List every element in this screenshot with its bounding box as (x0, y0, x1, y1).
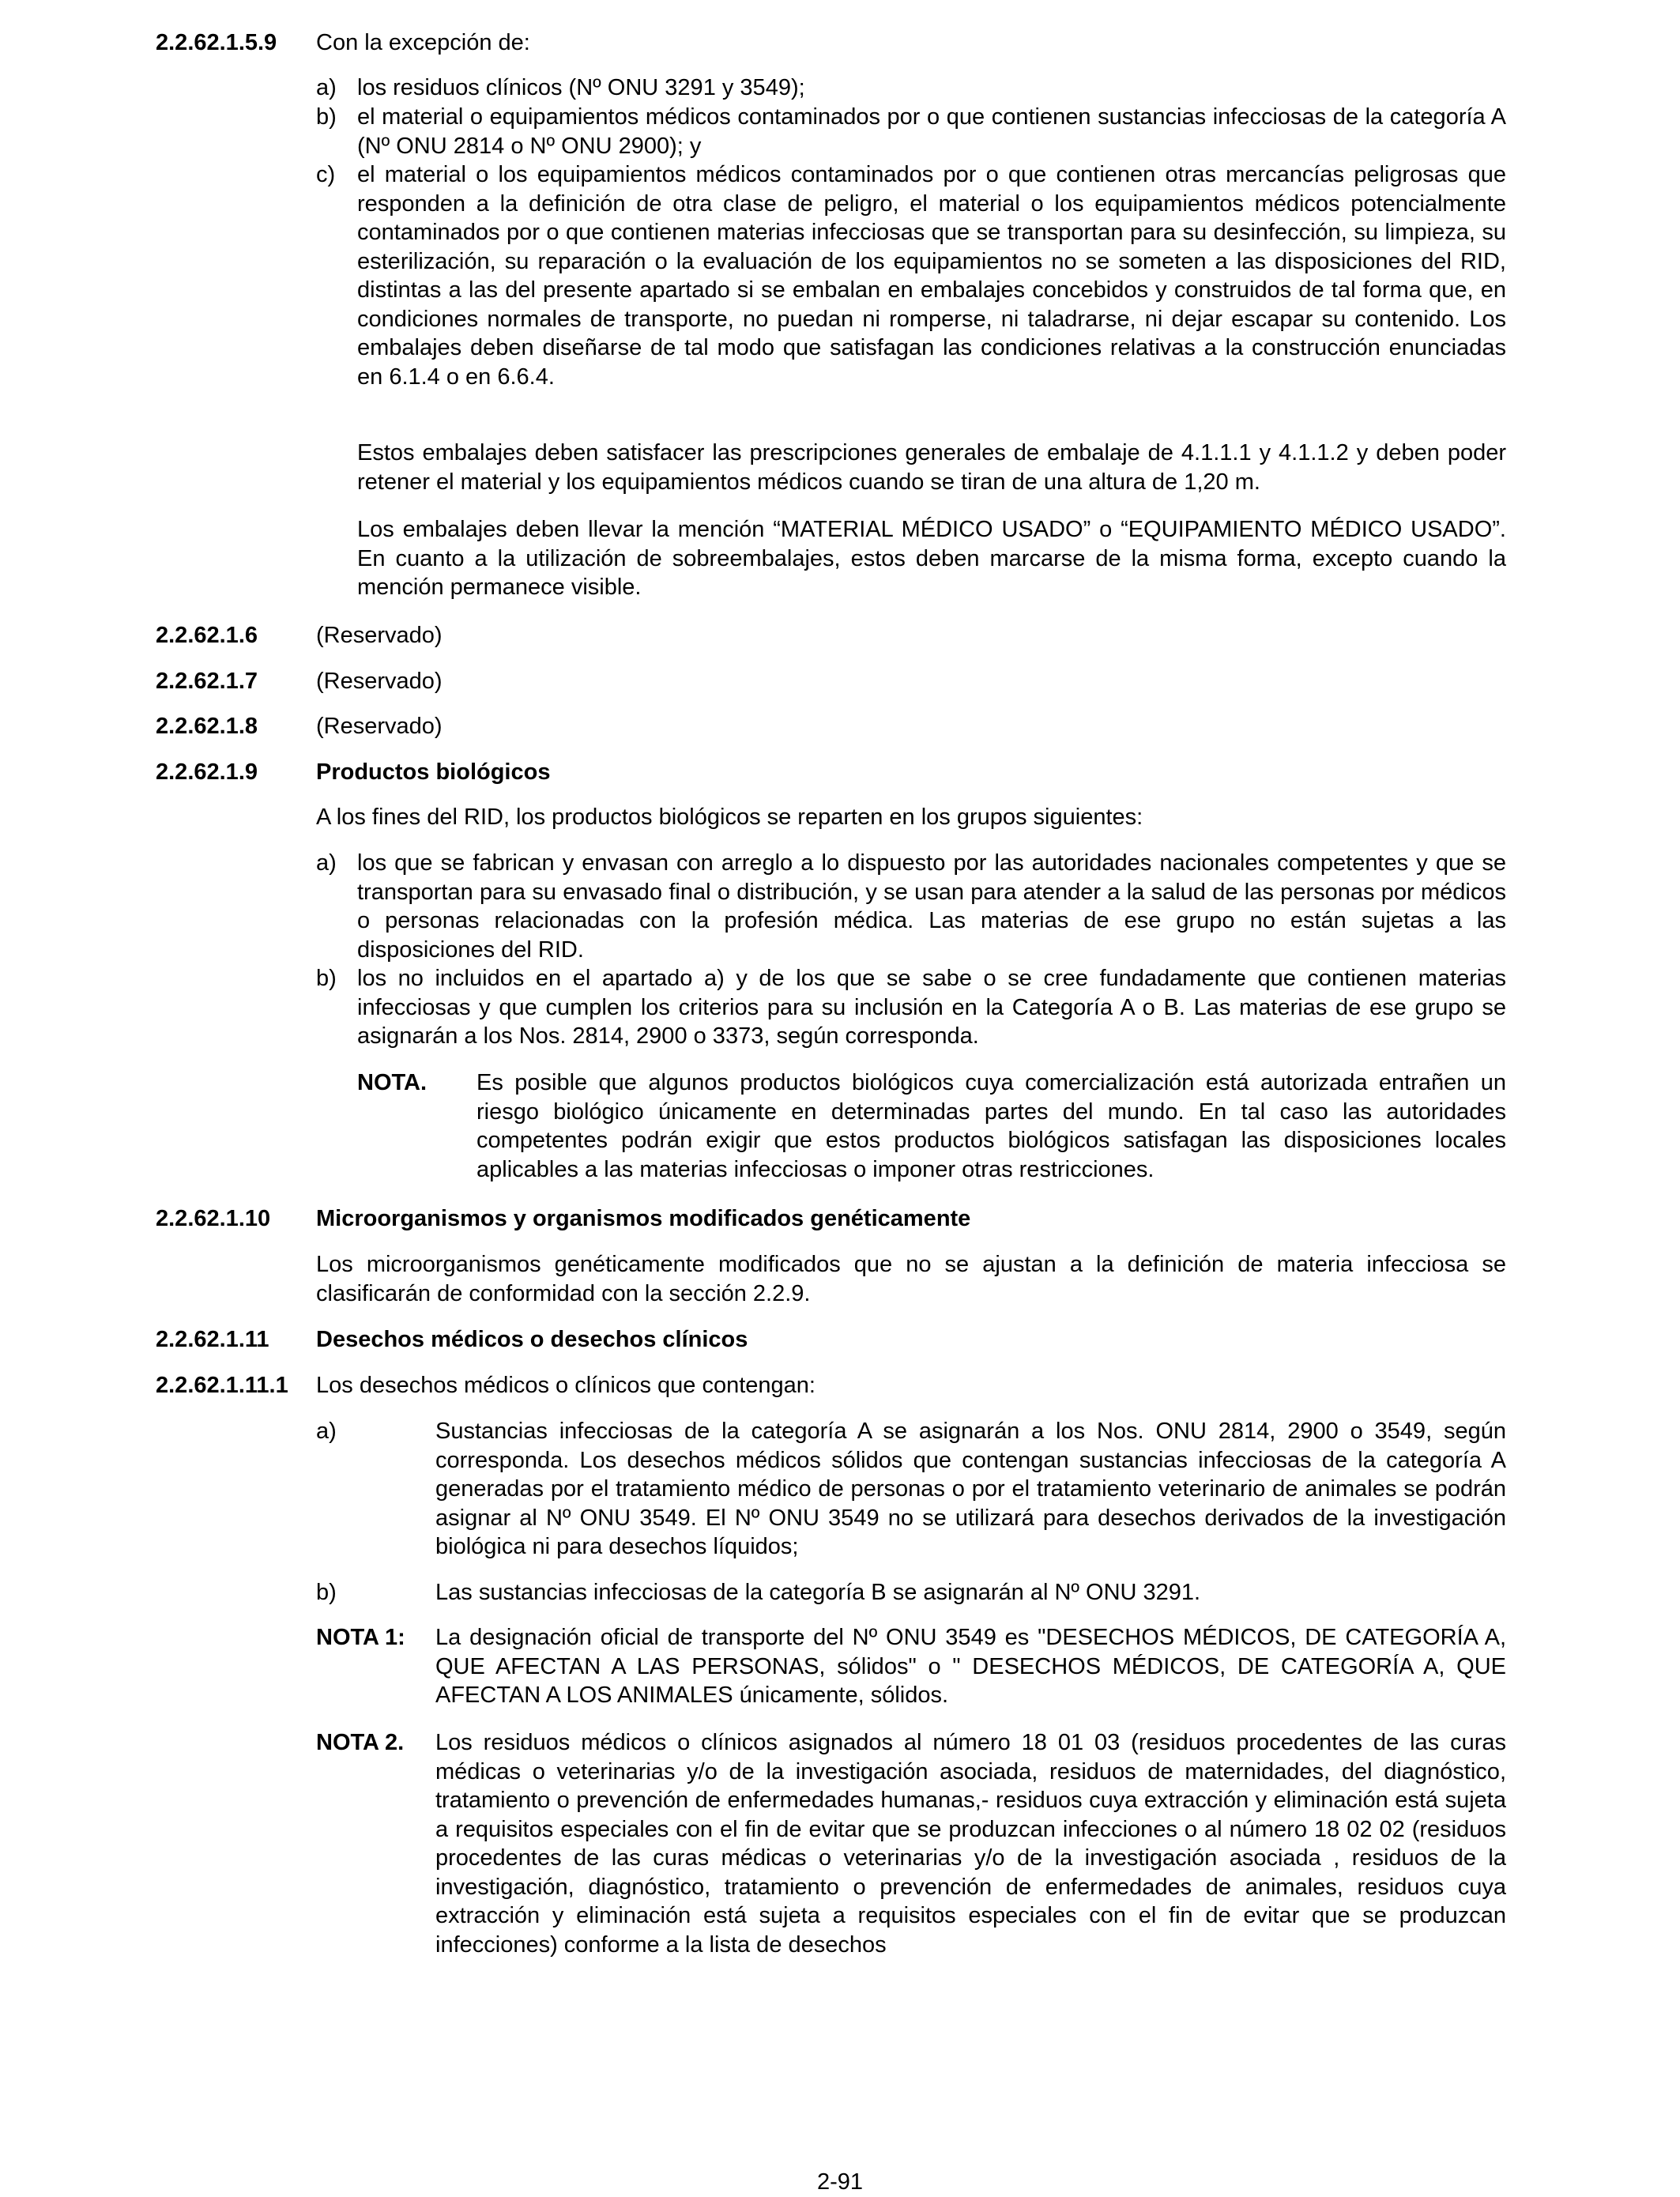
section-title: Desechos médicos o desechos clínicos (316, 1327, 748, 1352)
section-number: 2.2.62.1.7 (156, 669, 258, 694)
paragraph: Los microorganismos genéticamente modificados que no se ajustan a la definición de materia infecciosa se clasificarán de conformidad con la sección 2.2.9. (316, 1252, 1506, 1306)
list-text: Las sustancias infecciosas de la categoría B se asignarán al Nº ONU 3291. (435, 1580, 1201, 1605)
section-number: 2.2.62.1.11.1 (156, 1373, 288, 1398)
section-number: 2.2.62.1.6 (156, 623, 258, 648)
note-label: NOTA 2. (316, 1730, 405, 1755)
list-label: b) (316, 104, 337, 130)
section-text: (Reservado) (316, 714, 443, 739)
list-text: los no incluidos en el apartado a) y de los que se sabe o se cree fundadamente que contienen materias infecciosas y que cumplen los criterios para su inclusión en la Categoría A o B. Las materias de ese grupo se asignarán a los Nos. 2814, 2900 o 3373, según corresponda. (357, 966, 1506, 1049)
list-text: el material o los equipamientos médicos contaminados por o que contienen otras mercancías peligrosas que responden a la definición de otra clase de peligro, el material o los equipamientos médicos potencialmente contaminados por o que contienen materias infecciosas que se transportan para su desinfección, su limpieza, su esterilización, su reparación o la evaluación de los equipamientos no se someten a las disposiciones del RID, distintas a las del presente apartado si se embalan en embalajes concebidos y construidos de tal forma que, en condiciones normales de transporte, no puedan ni romperse, ni taladrarse, ni dejar escapar su contenido. Los embalajes deben diseñarse de tal modo que satisfagan las condiciones relativas a la construcción enunciadas en 6.1.4 o en 6.6.4. (357, 162, 1506, 390)
section-number: 2.2.62.1.9 (156, 759, 258, 785)
paragraph: Los embalajes deben llevar la mención “MATERIAL MÉDICO USADO” o “EQUIPAMIENTO MÉDICO USADO”. En cuanto a la utilización de sobreembalajes, estos deben marcarse de la misma forma, excepto cuando la mención permanece visible. (357, 517, 1506, 600)
list-label: a) (316, 850, 337, 876)
section-title: Microorganismos y organismos modificados genéticamente (316, 1206, 971, 1231)
section-title: Productos biológicos (316, 759, 551, 785)
section-intro: Los desechos médicos o clínicos que contengan: (316, 1373, 816, 1398)
section-number: 2.2.62.1.10 (156, 1206, 271, 1231)
note-text: La designación oficial de transporte del Nº ONU 3549 es "DESECHOS MÉDICOS, DE CATEGORÍA A, QUE AFECTAN A LAS PERSONAS, sólidos" o " DESECHOS MÉDICOS, DE CATEGORÍA A, QUE AFECTAN A LOS ANIMALES únicamente, sólidos. (435, 1625, 1506, 1708)
section-intro: A los fines del RID, los productos biológicos se reparten en los grupos siguientes: (316, 805, 1143, 830)
list-label: c) (316, 162, 336, 187)
page-number: 2-91 (816, 2169, 864, 2195)
list-text: el material o equipamientos médicos contaminados por o que contienen sustancias infecciosas de la categoría A (Nº ONU 2814 o Nº ONU 2900); y (357, 104, 1506, 159)
list-label: a) (316, 75, 337, 100)
note-text: Los residuos médicos o clínicos asignados al número 18 01 03 (residuos procedentes de las curas médicas o veterinarias y/o de la investigación asociada, residuos de maternidades, del diagnóstico, tratamiento o prevención de enfermedades humanas,- residuos cuya extracción y eliminación está sujeta a requisitos especiales con el fin de evitar que se produzcan infecciones o al número 18 02 02 (residuos procedentes de las curas médicas o veterinarias y/o de la investigación asociada , residuos de la investigación, diagnóstico, tratamiento o prevención de enfermedades de animales, residuos cuya extracción y eliminación está sujeta a requisitos especiales con el fin de evitar que se produzcan infecciones) conforme a la lista de desechos (435, 1730, 1506, 1958)
paragraph: Estos embalajes deben satisfacer las prescripciones generales de embalaje de 4.1.1.1 y 4.1.1.2 y deben poder retener el material y los equipamientos médicos cuando se tiran de una altura de 1,20 m. (357, 440, 1506, 495)
list-label: a) (316, 1419, 337, 1444)
list-text: los residuos clínicos (Nº ONU 3291 y 3549); (357, 75, 805, 100)
note-label: NOTA. (357, 1070, 428, 1095)
section-number: 2.2.62.1.5.9 (156, 30, 277, 55)
list-label: b) (316, 1580, 337, 1605)
section-text: (Reservado) (316, 623, 443, 648)
section-number: 2.2.62.1.8 (156, 714, 258, 739)
note-text: Es posible que algunos productos biológicos cuya comercialización está autorizada entrañen un riesgo biológico únicamente en determinadas partes del mundo. En tal caso las autoridades competentes podrán exigir que estos productos biológicos satisfagan las disposiciones locales aplicables a las materias infecciosas o imponer otras restricciones. (477, 1070, 1506, 1182)
section-number: 2.2.62.1.11 (156, 1327, 269, 1352)
list-text: los que se fabrican y envasan con arreglo a lo dispuesto por las autoridades nacionales competentes y que se transportan para su envasado final o distribución, y se usan para atender a la salud de las personas por médicos o personas relacionadas con la profesión médica. Las materias de ese grupo no están sujetas a las disposiciones del RID. (357, 850, 1506, 963)
note-label: NOTA 1: (316, 1625, 405, 1650)
list-text: Sustancias infecciosas de la categoría A se asignarán a los Nos. ONU 2814, 2900 o 3549, según corresponda. Los desechos médicos sólidos que contengan sustancias infecciosas de la categoría A generadas por el tratamiento médico de personas o por el tratamiento veterinario de animales se podrán asignar al Nº ONU 3549. El Nº ONU 3549 no se utilizará para desechos derivados de la investigación biológica ni para desechos líquidos; (435, 1419, 1506, 1559)
section-intro: Con la excepción de: (316, 30, 530, 55)
section-text: (Reservado) (316, 669, 443, 694)
list-label: b) (316, 966, 337, 991)
